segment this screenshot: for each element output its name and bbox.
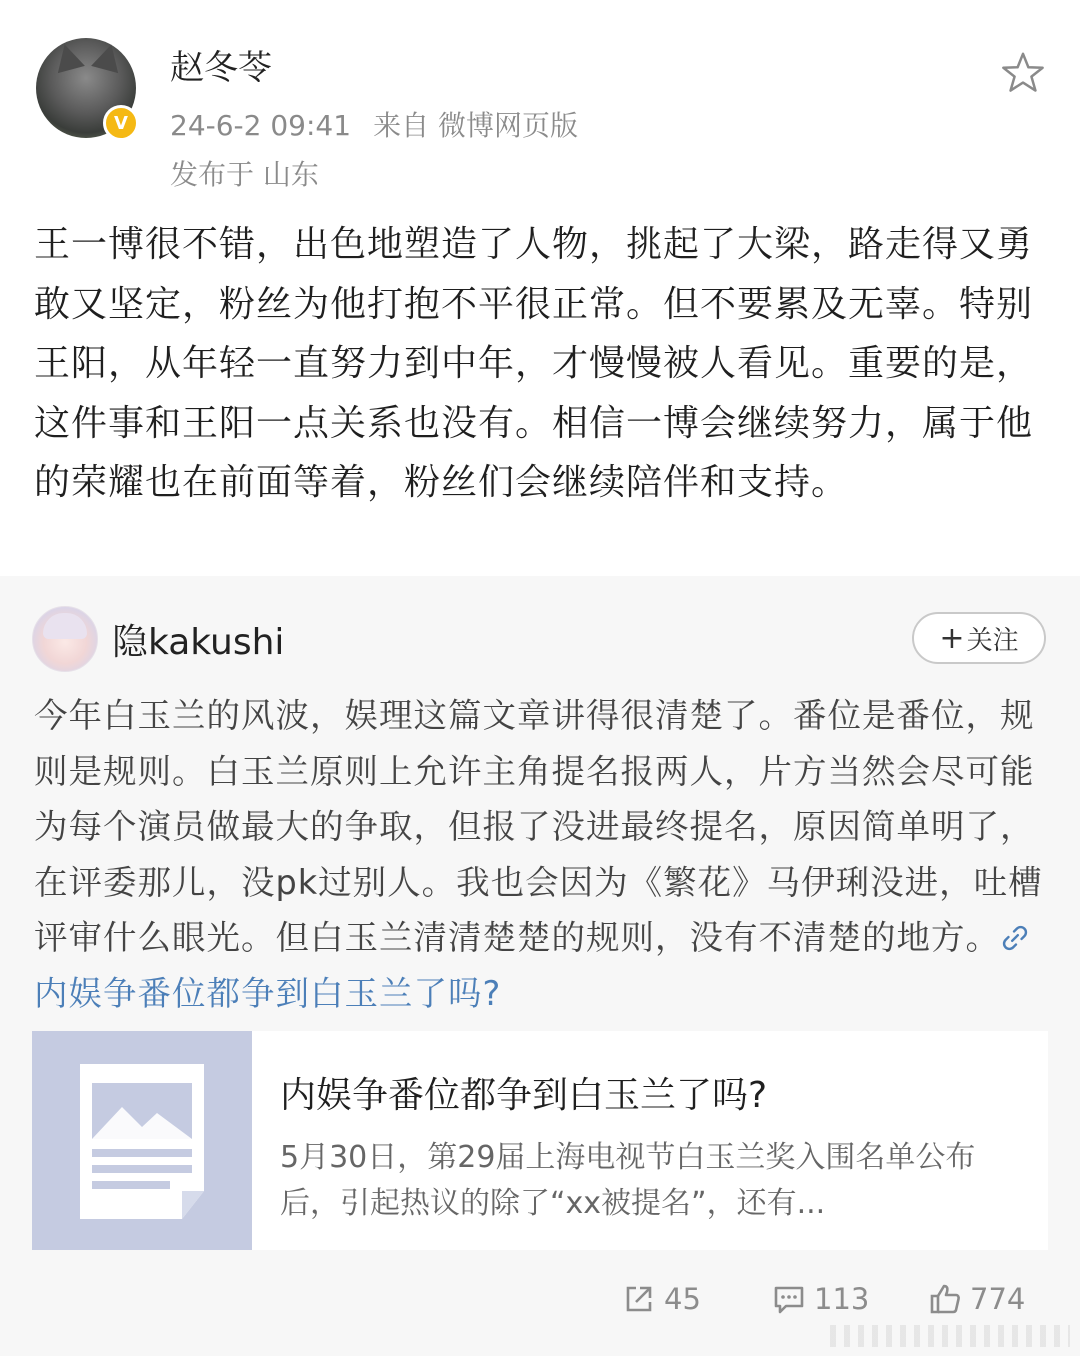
article-card-desc: 5月30日，第29届上海电视节白玉兰奖入围名单公布后，引起热议的除了“xx被提名”，还有... xyxy=(280,1140,976,1221)
repost-text: 今年白玉兰的风波，娱理这篇文章讲得很清楚了。番位是番位，规则是规则。白玉兰原则上允许主角提名报两人，片方当然会尽可能为每个演员做最大的争取，但报了没进最终提名，原因简单明了，在评委那儿，没pk过别人。我也会因为《繁花》马伊琍没进，吐槽评审什么眼光。但白玉兰清清楚楚的规则，没有不清楚的地方。 xyxy=(34,696,1043,957)
comment-count: 113 xyxy=(814,1282,870,1316)
like-count: 774 xyxy=(970,1282,1026,1316)
post-meta xyxy=(170,104,600,144)
share-icon xyxy=(622,1282,656,1316)
author-name[interactable]: 赵冬苓 xyxy=(170,48,272,88)
follow-label: 关注 xyxy=(966,625,1019,656)
post-text: 王一博很不错，出色地塑造了人物，挑起了大梁，路走得又勇敢又坚定，粉丝为他打抱不平很正常。但不要累及无辜。特别王阳，从年轻一直努力到中年，才慢慢被人看见。重要的是，这件事和王阳一点关系也没有。相信一博会继续努力，属于他的荣耀也在前面等着，粉丝们会继续陪伴和支持。 xyxy=(34,224,1034,503)
share-count: 45 xyxy=(664,1282,701,1316)
avatar-hair xyxy=(43,613,87,639)
article-card-title: 内娱争番位都争到白玉兰了吗? xyxy=(280,1075,768,1116)
post-header xyxy=(0,0,1080,215)
star-icon[interactable] xyxy=(1000,50,1046,96)
avatar-ear-left xyxy=(51,41,85,73)
repost-author-avatar[interactable] xyxy=(32,606,98,672)
comment-icon xyxy=(772,1282,806,1316)
avatar-ear-right xyxy=(91,41,125,73)
comment-button[interactable] xyxy=(772,1282,869,1316)
verified-icon: V xyxy=(103,105,139,141)
link-icon xyxy=(1000,923,1030,953)
follow-button[interactable] xyxy=(912,612,1046,664)
repost-text-block xyxy=(34,688,1044,1021)
share-button[interactable] xyxy=(622,1282,701,1316)
post-source: 来自 微博网页版 xyxy=(373,109,578,142)
document-icon xyxy=(32,1031,252,1250)
plus-icon: + xyxy=(939,620,965,656)
watermark xyxy=(830,1325,1070,1347)
like-button[interactable] xyxy=(928,1282,1025,1316)
repost-author-name[interactable]: 隐kakushi xyxy=(112,622,285,663)
article-thumbnail xyxy=(32,1031,252,1250)
post-time: 24-6-2 09:41 xyxy=(170,109,352,142)
post-location: 发布于 山东 xyxy=(170,158,319,191)
like-icon xyxy=(928,1282,962,1316)
article-link-text: 内娱争番位都争到白玉兰了吗? xyxy=(34,973,502,1013)
article-card[interactable] xyxy=(32,1031,1048,1250)
